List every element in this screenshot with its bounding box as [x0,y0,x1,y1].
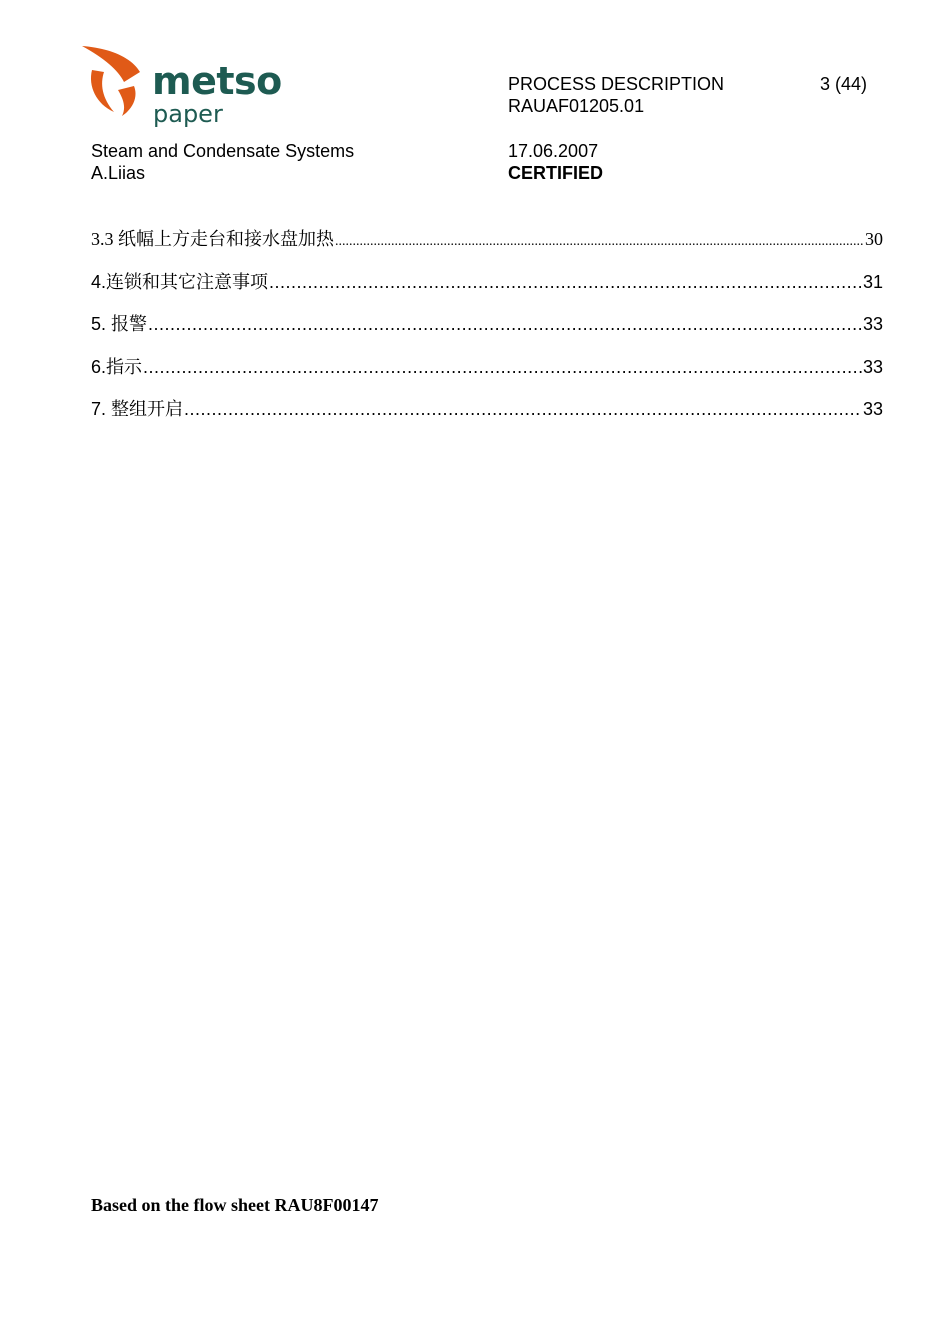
page-number: 3 (44) [820,74,868,94]
toc-dot-leader [148,314,862,335]
toc-dot-leader [269,272,862,293]
doc-number: RAUAF01205.01 [508,96,645,116]
logo-sub-text: paper [153,100,223,128]
doc-status: CERTIFIED [508,163,604,183]
toc-entry-page: 33 [862,314,883,334]
toc-entry-page: 33 [862,356,883,377]
toc-entry-label: 4.连锁和其它注意事项 [91,271,269,292]
toc-entry-page: 33 [862,399,883,419]
toc-entry-label: 6.指示 [91,356,143,377]
doc-date: 17.06.2007 [508,141,599,161]
toc-dot-leader [184,399,862,420]
metso-mark-icon [78,42,158,122]
toc-entry[interactable] [91,268,883,311]
flow-sheet-note: Based on the flow sheet RAU8F00147 [91,1195,379,1215]
subject: Steam and Condensate Systems [91,141,355,161]
doc-type: PROCESS DESCRIPTION [508,74,725,94]
toc-entry-label: 5. 报警 [91,314,148,334]
toc-dot-leader [335,229,864,250]
toc-entry-label: 3.3 纸幅上方走台和接水盘加热 [91,229,334,249]
toc-entry-label: 7. 整组开启 [91,399,184,419]
table-of-contents [91,225,883,438]
metso-paper-logo [78,42,288,134]
toc-entry[interactable] [91,353,883,396]
toc-entry-page: 30 [865,229,883,249]
toc-entry[interactable] [91,395,883,438]
toc-dot-leader [143,357,862,378]
toc-entry[interactable] [91,225,883,268]
toc-entry[interactable] [91,310,883,353]
toc-entry-page: 31 [862,271,883,292]
logo-brand-text: metso [152,59,282,103]
author: A.Liias [91,163,146,183]
